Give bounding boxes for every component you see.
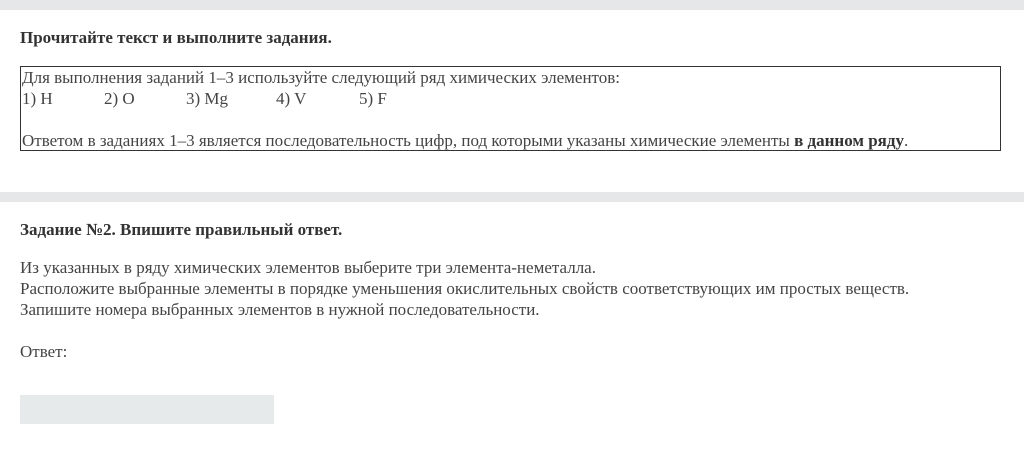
- element-item-2: 2) O: [104, 89, 135, 108]
- answer-format-note: [22, 131, 908, 151]
- task-text-line-3: Запишите номера выбранных элементов в нужной последовательности.: [20, 300, 540, 319]
- top-divider: [0, 0, 1024, 10]
- section-divider: [0, 192, 1024, 202]
- element-item-5: 5) F: [359, 89, 387, 108]
- info-box: [20, 66, 1001, 151]
- answer-format-text: Ответом в заданиях 1–3 является последовательность цифр, под которыми указаны химические элементы: [22, 131, 795, 150]
- task-title: Задание №2. Впишите правильный ответ.: [20, 220, 343, 239]
- info-intro-text: Для выполнения заданий 1–3 используйте следующий ряд химических элементов:: [22, 68, 620, 87]
- instructions-title: Прочитайте текст и выполните задания.: [20, 28, 332, 47]
- answer-label: Ответ:: [20, 342, 68, 361]
- answer-format-emphasis: в данном ряду: [794, 131, 904, 150]
- answer-input[interactable]: [20, 395, 274, 424]
- element-item-4: 4) V: [276, 89, 307, 108]
- element-item-3: 3) Mg: [186, 89, 229, 108]
- task-text-line-1: Из указанных в ряду химических элементов выберите три элемента-неметалла.: [20, 258, 596, 277]
- task-text-line-2: Расположите выбранные элементы в порядке уменьшения окислительных свойств соответствующих им простых веществ.: [20, 279, 910, 298]
- answer-format-end: .: [903, 131, 909, 150]
- element-item-1: 1) H: [22, 89, 53, 108]
